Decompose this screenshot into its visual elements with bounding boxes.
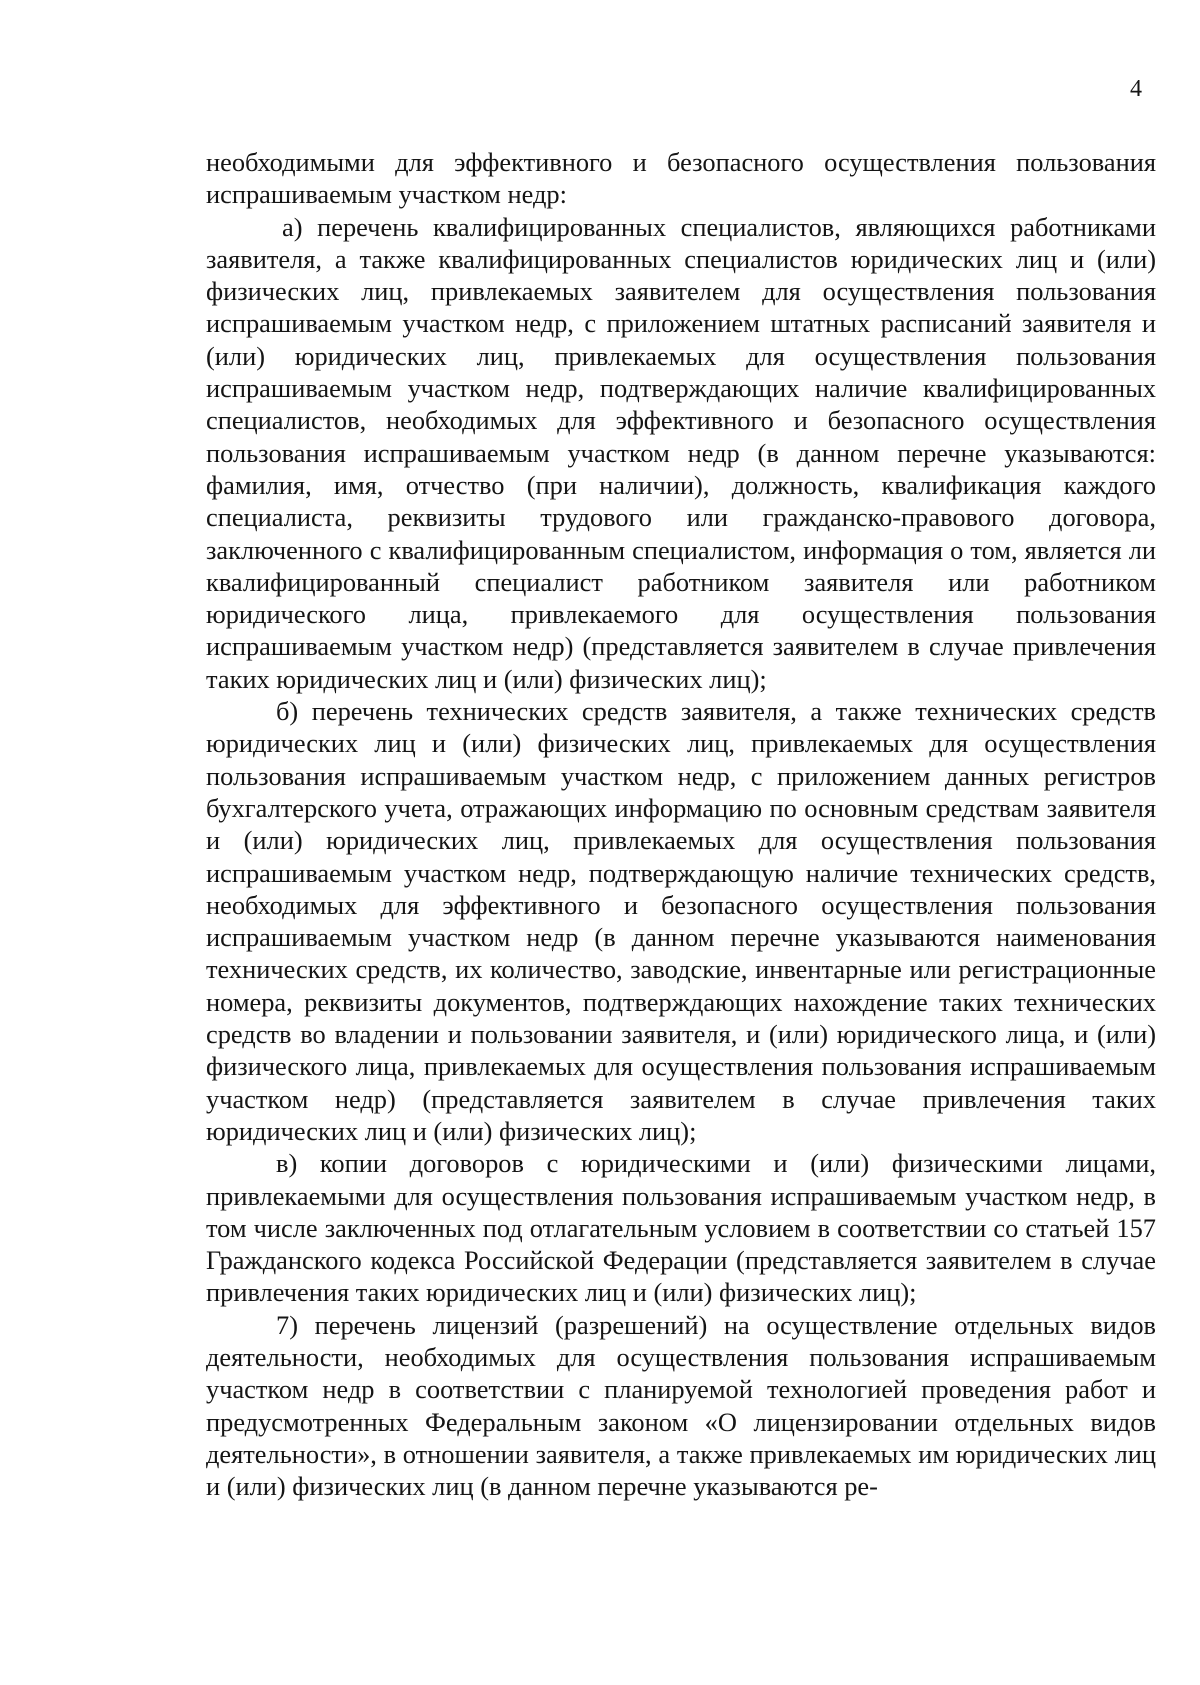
paragraph-item-v: в) копии договоров с юридическими и (или) физическими лицами, привлекаемыми для осуществления пользования испрашиваемым участком недр, в том числе заключенных под отлагательным условием в соответствии со статьей 157 Гражданского кодекса Российской Федерации (представляется заявителем в случае привлечения таких юридических лиц и (или) физических лиц); (206, 1148, 1156, 1308)
paragraph-item-a: а) перечень квалифицированных специалистов, являющихся работниками заявителя, а также квалифицированных специалистов юридических лиц и (или) физических лиц, привлекаемых заявителем для осуществления пользования испрашиваемым участком недр, с приложением штатных расписаний заявителя и (или) юридических лиц, привлекаемых для осуществления пользования испрашиваемым участком недр, подтверждающих наличие квалифицированных специалистов, необходимых для эффективного и безопасного осуществления пользования испрашиваемым участком недр (в данном перечне указываются: фамилия, имя, отчество (при наличии), должность, квалификация каждого специалиста, реквизиты трудового или гражданско-правового договора, заключенного с квалифицированным специалистом, информация о том, является ли квалифицированный специалист работником заявителя или работником юридического лица, привлекаемого для осуществления пользования испрашиваемым участком недр) (представляется заявителем в случае привлечения таких юридических лиц и (или) физических лиц); (206, 211, 1156, 694)
document-body (206, 146, 1156, 1502)
page-number: 4 (1130, 76, 1142, 102)
paragraph-item-b: б) перечень технических средств заявителя, а также технических средств юридических лиц и (или) физических лиц, привлекаемых для осуществления пользования испрашиваемым участком недр, с приложением данных регистров бухгалтерского учета, отражающих информацию по основным средствам заявителя и (или) юридических лиц, привлекаемых для осуществления пользования испрашиваемым участком недр, подтверждающую наличие технических средств, необходимых для эффективного и безопасного осуществления пользования испрашиваемым участком недр (в данном перечне указываются наименования технических средств, их количество, заводские, инвентарные или регистрационные номера, реквизиты документов, подтверждающих нахождение таких технических средств во владении и пользовании заявителя, и (или) юридического лица, и (или) физического лица, привлекаемых для осуществления пользования испрашиваемым участком недр) (представляется заявителем в случае привлечения таких юридических лиц и (или) физических лиц); (206, 696, 1156, 1146)
paragraph-item-7: 7) перечень лицензий (разрешений) на осуществление отдельных видов деятельности, необходимых для осуществления пользования испрашиваемым участком недр в соответствии с планируемой технологией проведения работ и предусмотренных Федеральным законом «О лицензировании отдельных видов деятельности», в отношении заявителя, а также привлекаемых им юридических лиц и (или) физических лиц (в данном перечне указываются ре- (206, 1309, 1156, 1502)
paragraph-continuation: необходимыми для эффективного и безопасного осуществления пользования испрашиваемым участком недр: (206, 147, 1156, 210)
